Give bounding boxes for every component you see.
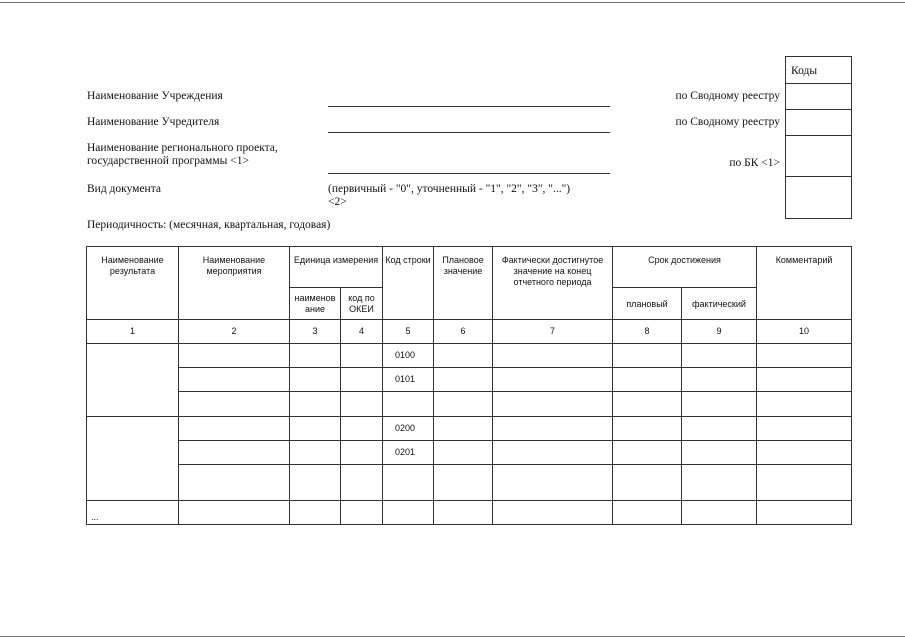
project-fill-line (328, 173, 610, 174)
scan-edge-bottom (0, 636, 905, 637)
bk-label: по БК <1> (729, 157, 780, 169)
plan-cell[interactable] (434, 464, 493, 500)
codes-cell-doc-type[interactable] (786, 177, 851, 219)
table-row (87, 392, 852, 416)
codes-box (785, 56, 852, 219)
row-code-cell: 0101 (383, 368, 434, 392)
unit-code-cell[interactable] (341, 464, 383, 500)
col-deadline-plan-header: плановый (613, 288, 682, 320)
comment-cell[interactable] (757, 416, 852, 440)
unit-name-cell[interactable] (290, 500, 341, 524)
scan-edge-top (0, 2, 905, 3)
deadline-plan-cell[interactable] (613, 344, 682, 368)
project-label-line1: Наименование регионального проекта, (87, 142, 278, 154)
deadline-actual-cell[interactable] (682, 416, 757, 440)
col-number: 7 (493, 320, 613, 344)
plan-cell[interactable] (434, 344, 493, 368)
comment-cell[interactable] (757, 392, 852, 416)
col-row-code-header: Код строки (383, 247, 434, 320)
codes-title: Коды (786, 57, 851, 84)
plan-cell[interactable] (434, 392, 493, 416)
actual-cell[interactable] (493, 416, 613, 440)
institution-label: Наименование Учреждения (87, 90, 223, 102)
row-code-cell: 0200 (383, 416, 434, 440)
deadline-plan-cell[interactable] (613, 416, 682, 440)
result-cell[interactable] (87, 344, 179, 416)
deadline-actual-cell[interactable] (682, 440, 757, 464)
unit-code-cell[interactable] (341, 368, 383, 392)
event-cell[interactable] (179, 416, 290, 440)
unit-name-cell[interactable] (290, 416, 341, 440)
col-deadline-actual-header: фактический (682, 288, 757, 320)
table-row (87, 500, 852, 524)
table-row (87, 440, 852, 464)
project-label-line2: государственной программы <1> (87, 155, 249, 167)
col-unit-header: Единица измерения (290, 247, 383, 288)
column-numbers-row (87, 320, 852, 344)
result-cell[interactable] (87, 416, 179, 500)
doc-type-label: Вид документа (87, 183, 161, 195)
deadline-plan-cell[interactable] (613, 464, 682, 500)
actual-cell[interactable] (493, 464, 613, 500)
unit-code-cell[interactable] (341, 440, 383, 464)
table-row (87, 464, 852, 500)
doc-type-hint-line2: <2> (328, 196, 347, 208)
institution-fill-line (328, 106, 610, 107)
row-code-cell: 0100 (383, 344, 434, 368)
periodicity-label: Периодичность: (месячная, квартальная, годовая) (87, 219, 331, 231)
founder-label: Наименование Учредителя (87, 116, 220, 128)
codes-cell-registry-2[interactable] (786, 110, 851, 136)
unit-code-cell[interactable] (341, 344, 383, 368)
deadline-actual-cell[interactable] (682, 464, 757, 500)
event-cell[interactable] (179, 500, 290, 524)
deadline-plan-cell[interactable] (613, 368, 682, 392)
event-cell[interactable] (179, 440, 290, 464)
comment-cell[interactable] (757, 344, 852, 368)
results-table (86, 246, 852, 525)
table-row (87, 416, 852, 440)
codes-cell-registry-1[interactable] (786, 84, 851, 110)
codes-cell-bk[interactable] (786, 136, 851, 177)
col-number: 6 (434, 320, 493, 344)
actual-cell[interactable] (493, 440, 613, 464)
actual-cell[interactable] (493, 392, 613, 416)
row-code-cell (383, 464, 434, 500)
deadline-actual-cell[interactable] (682, 500, 757, 524)
col-number: 1 (87, 320, 179, 344)
actual-cell[interactable] (493, 368, 613, 392)
deadline-actual-cell[interactable] (682, 392, 757, 416)
unit-name-cell[interactable] (290, 368, 341, 392)
unit-code-cell[interactable] (341, 500, 383, 524)
col-unit-code-header: код по ОКЕИ (341, 288, 383, 320)
unit-name-cell[interactable] (290, 344, 341, 368)
deadline-actual-cell[interactable] (682, 344, 757, 368)
col-number: 8 (613, 320, 682, 344)
deadline-plan-cell[interactable] (613, 440, 682, 464)
col-number: 5 (383, 320, 434, 344)
col-plan-header: Плановое значение (434, 247, 493, 320)
table-row (87, 368, 852, 392)
ellipsis-cell: ... (87, 500, 179, 524)
col-actual-header: Фактически достигнутое значение на конец отчетного периода (493, 247, 613, 320)
col-unit-name-header: наименов ание (290, 288, 341, 320)
deadline-plan-cell[interactable] (613, 392, 682, 416)
comment-cell[interactable] (757, 500, 852, 524)
col-event-header: Наименование мероприятия (179, 247, 290, 320)
event-cell[interactable] (179, 464, 290, 500)
unit-name-cell[interactable] (290, 440, 341, 464)
doc-type-hint-line1: (первичный - "0", уточненный - "1", "2", "3", "...") (328, 183, 571, 195)
plan-cell[interactable] (434, 416, 493, 440)
row-code-cell (383, 392, 434, 416)
event-cell[interactable] (179, 344, 290, 368)
col-number: 10 (757, 320, 852, 344)
unit-name-cell[interactable] (290, 392, 341, 416)
comment-cell[interactable] (757, 440, 852, 464)
comment-cell[interactable] (757, 464, 852, 500)
unit-name-cell[interactable] (290, 464, 341, 500)
table-row (87, 344, 852, 368)
event-cell[interactable] (179, 368, 290, 392)
plan-cell[interactable] (434, 440, 493, 464)
comment-cell[interactable] (757, 368, 852, 392)
col-number: 3 (290, 320, 341, 344)
col-comment-header: Комментарий (757, 247, 852, 320)
col-number: 4 (341, 320, 383, 344)
event-cell[interactable] (179, 392, 290, 416)
actual-cell[interactable] (493, 344, 613, 368)
registry-label-1: по Сводному реестру (675, 90, 780, 102)
col-number: 2 (179, 320, 290, 344)
registry-label-2: по Сводному реестру (675, 116, 780, 128)
actual-cell[interactable] (493, 500, 613, 524)
founder-fill-line (328, 132, 610, 133)
unit-code-cell[interactable] (341, 392, 383, 416)
col-result-header: Наименование результата (87, 247, 179, 320)
row-code-cell[interactable] (383, 500, 434, 524)
deadline-actual-cell[interactable] (682, 368, 757, 392)
plan-cell[interactable] (434, 368, 493, 392)
row-code-cell: 0201 (383, 440, 434, 464)
plan-cell[interactable] (434, 500, 493, 524)
deadline-plan-cell[interactable] (613, 500, 682, 524)
col-deadline-header: Срок достижения (613, 247, 757, 288)
unit-code-cell[interactable] (341, 416, 383, 440)
col-number: 9 (682, 320, 757, 344)
